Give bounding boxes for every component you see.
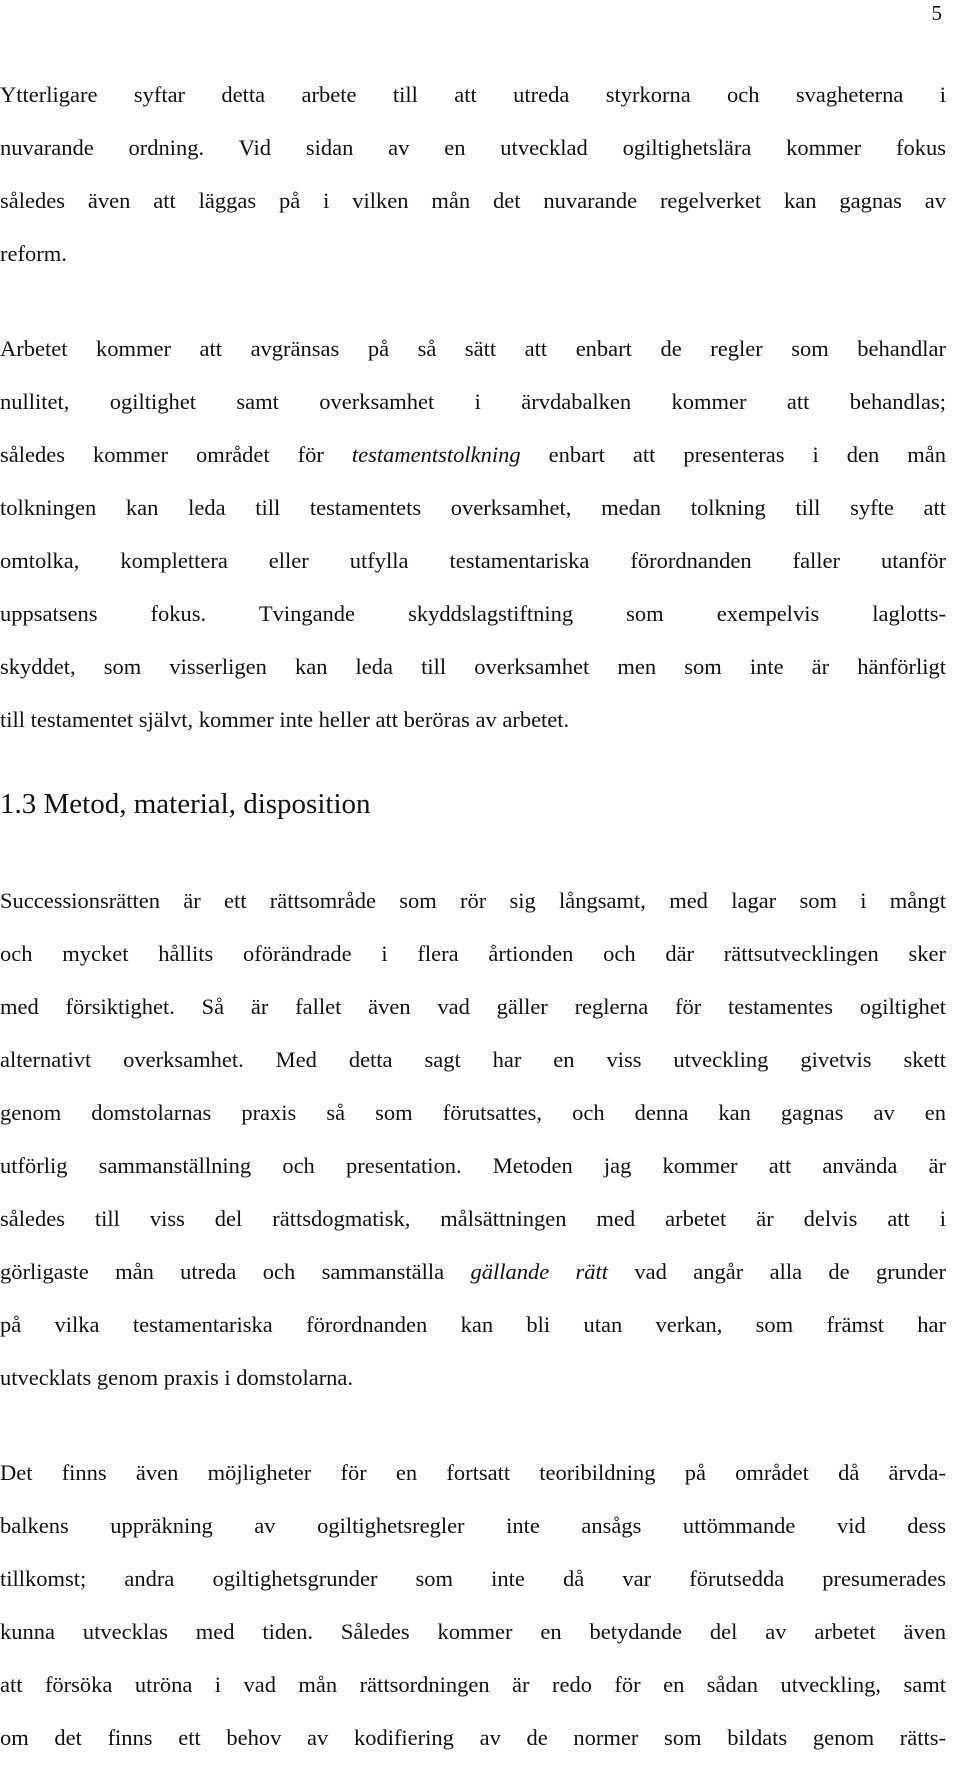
emphasized-term: testamentstolkning xyxy=(351,442,521,467)
text-line: Successionsrätten är ett rättsområde som rör sig långsamt, med lagar som i mångt xyxy=(0,888,946,913)
text-line: om det finns ett behov av kodifiering av de normer som bildats genom rätts- xyxy=(0,1725,946,1750)
text-line: kunna utvecklas med tiden. Således kommer en betydande del av arbetet även xyxy=(0,1619,946,1644)
paragraph-method xyxy=(0,874,946,1404)
text-segment: således kommer området för xyxy=(0,442,352,467)
text-line: således även att läggas på i vilken mån det nuvarande regelverket kan gagnas av xyxy=(0,188,946,213)
text-line: nuvarande ordning. Vid sidan av en utvecklad ogiltighetslära kommer fokus xyxy=(0,135,946,160)
emphasized-term: gällande rätt xyxy=(470,1259,609,1284)
text-line: nullitet, ogiltighet samt overksamhet i ärvdabalken kommer att behandlas; xyxy=(0,389,946,414)
page-number: 5 xyxy=(931,1,942,25)
text-segment: vad angår alla de grunder xyxy=(608,1259,946,1284)
text-line: att försöka utröna i vad mån rättsordningen är redo för en sådan utveckling, samt xyxy=(0,1672,946,1697)
text-line: således till viss del rättsdogmatisk, målsättningen med arbetet är delvis att i xyxy=(0,1206,946,1231)
text-line-with-emphasis xyxy=(0,428,946,481)
text-line: Ytterligare syftar detta arbete till att utreda styrkorna och svagheterna i xyxy=(0,82,946,107)
text-line: och mycket hållits oförändrade i flera årtionden och där rättsutvecklingen sker xyxy=(0,941,946,966)
text-line: Det finns även möjligheter för en fortsatt teoribildning på området då ärvda- xyxy=(0,1460,946,1485)
section-heading: 1.3 Metod, material, disposition xyxy=(0,788,371,820)
text-line: Arbetet kommer att avgränsas på så sätt att enbart de regler som behandlar xyxy=(0,336,946,361)
text-line: alternativt overksamhet. Med detta sagt har en viss utveckling givetvis skett xyxy=(0,1047,946,1072)
text-segment: enbart att presenteras i den mån xyxy=(520,442,946,467)
text-line: genom domstolarnas praxis så som förutsattes, och denna kan gagnas av en xyxy=(0,1100,946,1125)
paragraph-delimitation xyxy=(0,322,946,746)
text-line: utvecklats genom praxis i domstolarna. xyxy=(0,1365,354,1390)
text-line: balkens uppräkning av ogiltighetsregler inte ansågs uttömmande vid dess xyxy=(0,1513,946,1538)
document-body xyxy=(0,68,946,1764)
text-line: uppsatsens fokus. Tvingande skyddslagstiftning som exempelvis laglotts- xyxy=(0,601,946,626)
text-line: utförlig sammanställning och presentation. Metoden jag kommer att använda är xyxy=(0,1153,946,1178)
text-line: omtolka, komplettera eller utfylla testamentariska förordnanden faller utanför xyxy=(0,548,946,573)
text-line-with-emphasis xyxy=(0,1245,946,1298)
paragraph-theory xyxy=(0,1446,946,1764)
text-line: på vilka testamentariska förordnanden kan bli utan verkan, som främst har xyxy=(0,1312,946,1337)
text-segment: görligaste mån utreda och sammanställa xyxy=(0,1259,471,1284)
text-line: tillkomst; andra ogiltighetsgrunder som inte då var förutsedda presumerades xyxy=(0,1566,946,1591)
text-line: reform. xyxy=(0,241,67,266)
text-line: skyddet, som visserligen kan leda till overksamhet men som inte är hänförligt xyxy=(0,654,946,679)
text-line: med försiktighet. Så är fallet även vad gäller reglerna för testamentes ogiltighet xyxy=(0,994,946,1019)
text-line: tolkningen kan leda till testamentets overksamhet, medan tolkning till syfte att xyxy=(0,495,946,520)
paragraph-aim xyxy=(0,68,946,280)
text-line: till testamentet självt, kommer inte heller att beröras av arbetet. xyxy=(0,707,570,732)
